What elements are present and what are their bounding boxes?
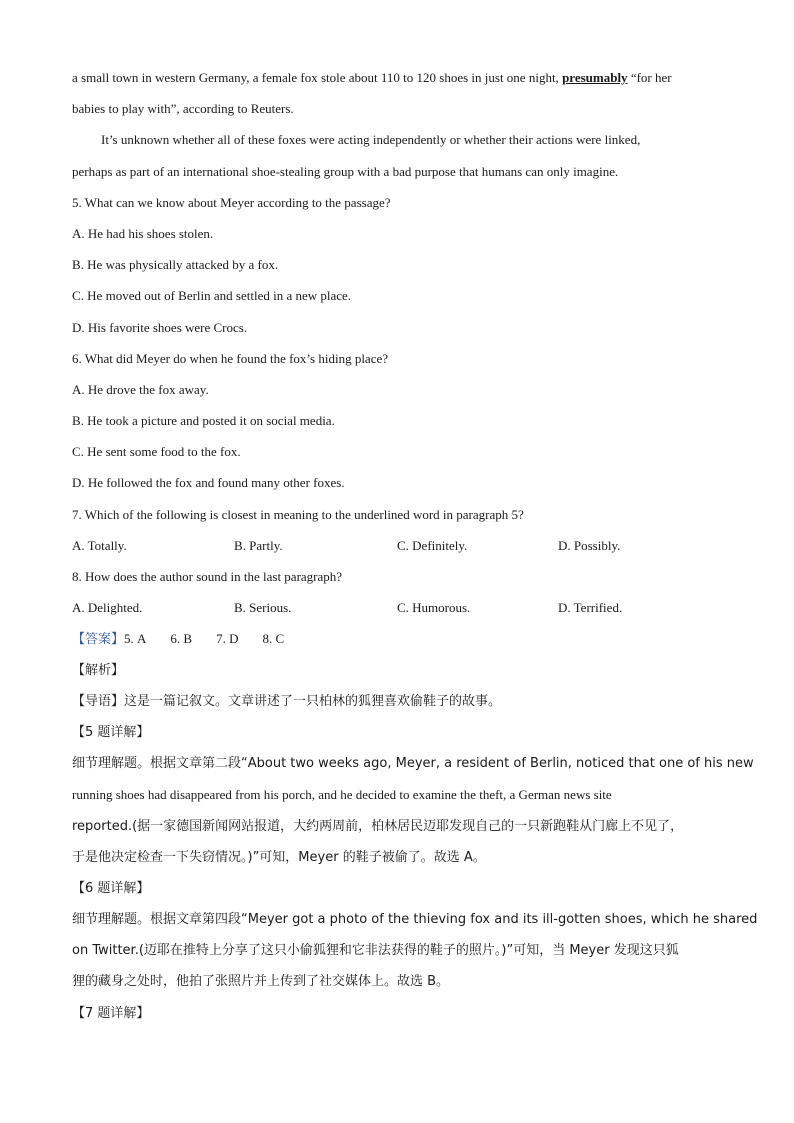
question-7-option-d: D. Possibly. [558,537,621,553]
question-7-option-a: A. Totally. [72,537,127,553]
analysis-intro: 【导语】这是一篇记叙文。文章讲述了一只柏林的狐狸喜欢偷鞋子的故事。 [72,693,502,709]
passage-paragraph-6-line-2: perhaps as part of an international shoe-stealing group with a bad purpose that humans can only imagine. [72,163,619,179]
question-8-option-c: C. Humorous. [397,600,471,616]
question-7-option-c: C. Definitely. [397,537,468,553]
question-6-explanation-line-2: on Twitter.(迈耶在推特上分享了这只小偷狐狸和它非法获得的鞋子的照片。)”可知，当 Meyer 发现这只狐 [72,943,679,959]
question-6-explanation-line-1: 细节理解题。根据文章第四段“Meyer got a photo of the thieving fox and its ill-gotten shoes, which he shared [72,912,758,928]
question-5-explanation-line-3: reported.(据一家德国新闻网站报道，大约两周前，柏林居民迈耶发现自己的一只新跑鞋从门廊上不见了， [72,818,684,834]
question-5-explanation-heading: 【5 题详解】 [72,724,150,740]
question-8-option-a: A. Delighted. [72,600,143,616]
answer-item: 7. D [216,631,239,647]
answer-item: 6. B [170,631,193,647]
question-7-option-b: B. Partly. [234,537,283,553]
question-5-option-c: C. He moved out of Berlin and settled in a new place. [72,288,352,304]
answer-label: 【答案】 [72,632,125,648]
question-5-explanation-line-1: 细节理解题。根据文章第二段“About two weeks ago, Meyer, a resident of Berlin, noticed that one of his new [72,756,754,772]
question-8-option-b: B. Serious. [234,600,292,616]
text-span: a small town in western Germany, a female fox stole about 110 to 120 shoes in just one night, [72,70,563,85]
answer-item: 5. A [124,631,147,647]
passage-paragraph-6-line-1: It’s unknown whether all of these foxes were acting independently or whether their actions were linked, [101,132,641,148]
question-6-explanation-line-3: 狸的藏身之处时，他拍了张照片并上传到了社交媒体上。故选 B。 [72,974,450,990]
question-8-stem: 8. How does the author sound in the last paragraph? [72,569,343,584]
passage-paragraph-5-line-1 [72,62,732,93]
answer-item: 8. C [262,631,285,647]
question-5-option-a: A. He had his shoes stolen. [72,225,214,241]
question-5-option-b: B. He was physically attacked by a fox. [72,257,279,273]
question-8-options [72,592,732,623]
question-6-stem: 6. What did Meyer do when he found the fox’s hiding place? [72,350,389,366]
question-6-option-c: C. He sent some food to the fox. [72,444,241,460]
underlined-word: presumably [562,70,628,85]
question-5-option-d: D. His favorite shoes were Crocs. [72,319,248,335]
question-7-options [72,530,732,561]
question-6-option-b: B. He took a picture and posted it on social media. [72,413,335,429]
document-page [72,62,758,1029]
analysis-label: 【解析】 [72,662,125,678]
question-5-stem: 5. What can we know about Meyer according to the passage? [72,194,391,210]
question-5-explanation-line-4: 于是他决定检查一下失窃情况。)”可知，Meyer 的鞋子被偷了。故选 A。 [72,849,486,865]
question-8-option-d: D. Terrified. [558,600,623,616]
question-7-explanation-heading: 【7 题详解】 [72,1005,150,1021]
question-6-option-a: A. He drove the fox away. [72,381,209,397]
passage-paragraph-5-line-2: babies to play with”, according to Reuters. [72,101,294,117]
question-5-explanation-line-2: running shoes had disappeared from his porch, and he decided to examine the theft, a German news site [72,787,612,803]
question-6-explanation-heading: 【6 题详解】 [72,880,150,896]
text-span: “for her [627,70,672,85]
answer-line [72,623,732,654]
question-6-option-d: D. He followed the fox and found many other foxes. [72,475,345,491]
question-7-stem: 7. Which of the following is closest in meaning to the underlined word in paragraph 5? [72,506,524,522]
